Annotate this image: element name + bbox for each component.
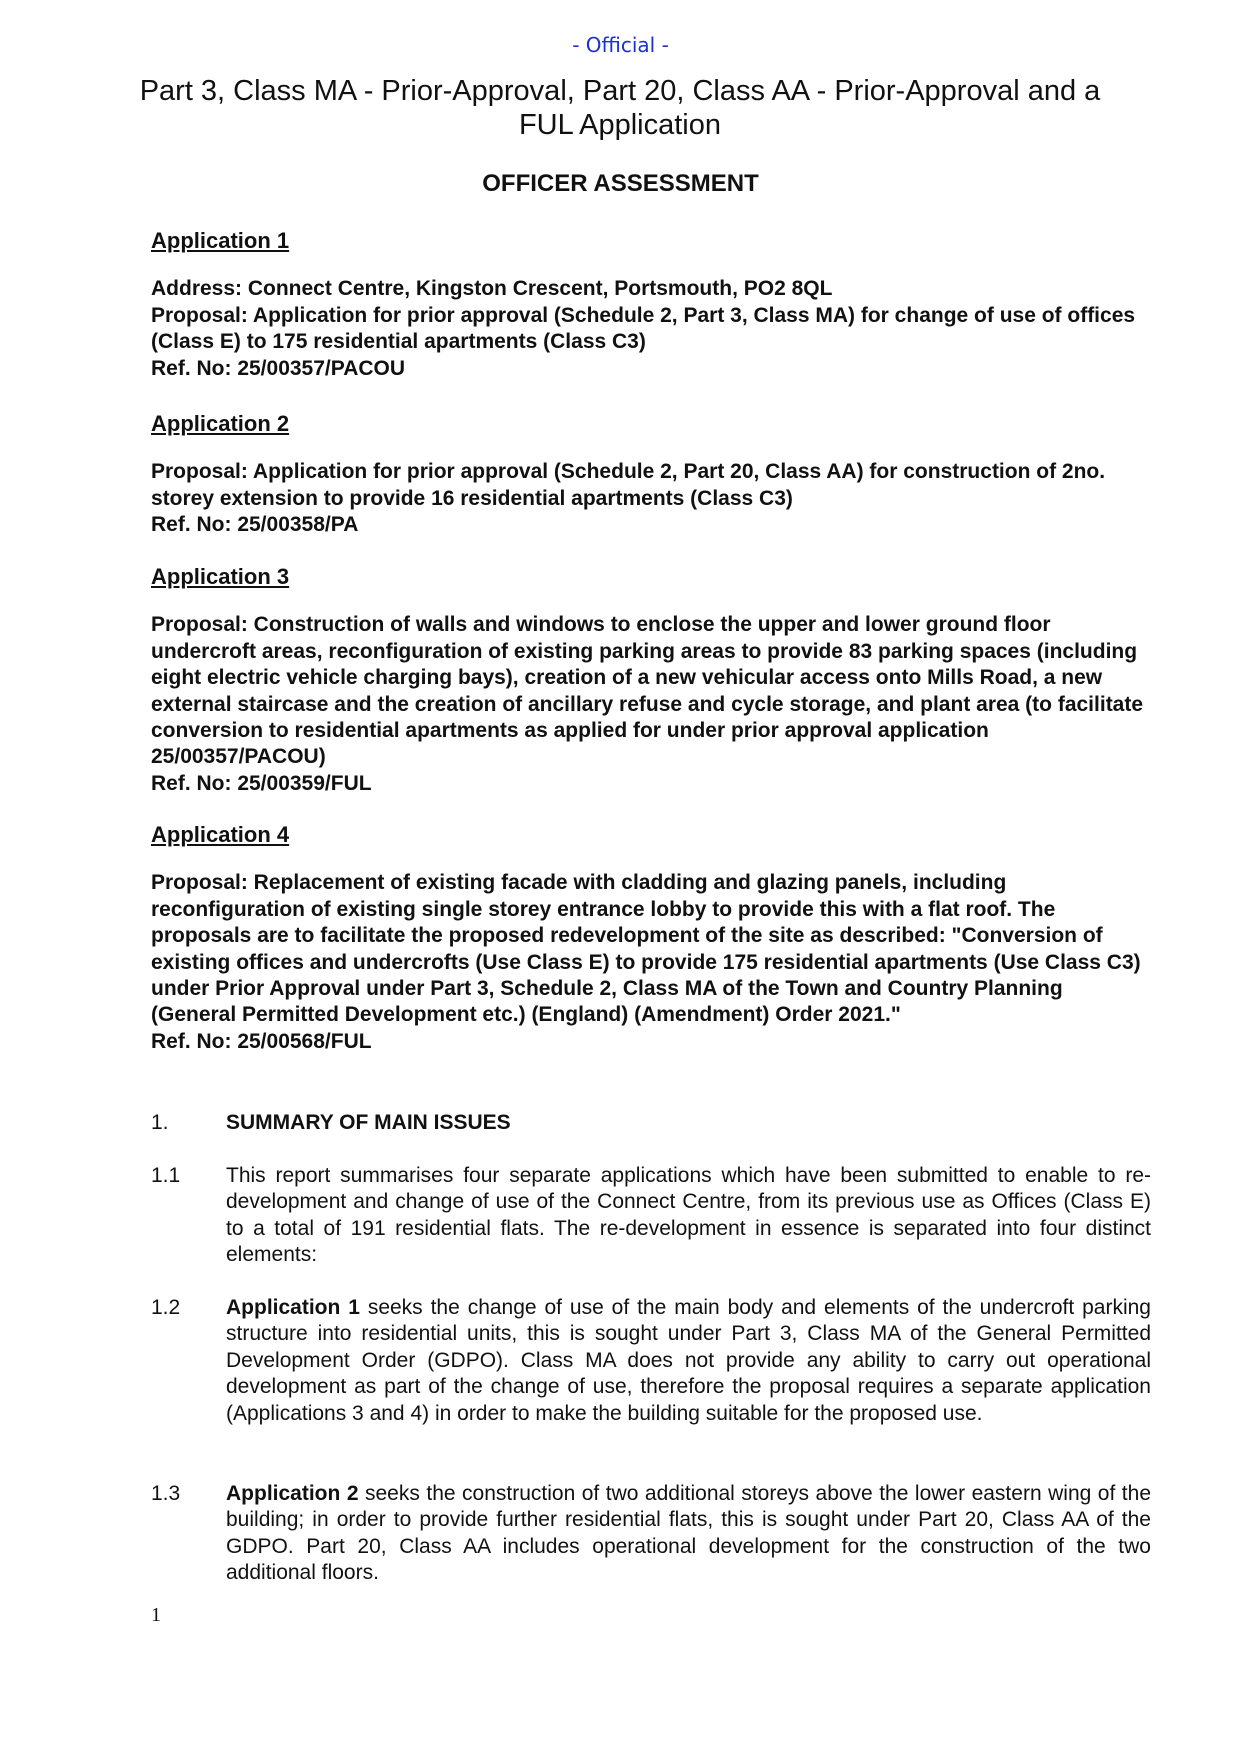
paragraph-number: 1.3 xyxy=(151,1482,181,1505)
assessment-heading: OFFICER ASSESSMENT xyxy=(482,170,759,197)
application-ref: Ref. No: 25/00359/FUL xyxy=(151,771,372,795)
paragraph-body xyxy=(226,1295,1151,1427)
application-ref: Ref. No: 25/00568/FUL xyxy=(151,1029,372,1053)
application-proposal: Proposal: Application for prior approval (Schedule 2, Part 20, Class AA) for construction of 2no. storey extension to provide 16 residential apartments (Class C3) xyxy=(151,460,1106,510)
paragraph-lead: Application 2 xyxy=(226,1482,359,1505)
application-3 xyxy=(151,564,1151,797)
application-proposal: Proposal: Application for prior approval (Schedule 2, Part 3, Class MA) for change of use of offices (Class E) to 175 residential apartments (Class C3) xyxy=(151,303,1136,354)
section-title: SUMMARY OF MAIN ISSUES xyxy=(226,1111,511,1134)
application-address: Address: Connect Centre, Kingston Crescent, Portsmouth, PO2 8QL xyxy=(151,277,833,301)
paragraph-1-1 xyxy=(151,1163,1151,1269)
classification-marking: - Official - xyxy=(572,33,669,57)
paragraph-number: 1.2 xyxy=(151,1296,181,1319)
application-heading: Application 2 xyxy=(151,411,290,436)
application-4 xyxy=(151,822,1151,1055)
application-heading: Application 4 xyxy=(151,822,290,847)
paragraph-lead: Application 1 xyxy=(226,1296,360,1319)
paragraph-number: 1.1 xyxy=(151,1164,181,1187)
application-2 xyxy=(151,411,1151,539)
application-1 xyxy=(151,228,1151,382)
section-number: 1. xyxy=(151,1111,169,1134)
paragraph-1-3 xyxy=(151,1481,1151,1587)
application-proposal: Proposal: Replacement of existing facade with cladding and glazing panels, including reconfiguration of existing single storey entrance lobby to provide this with a flat roof. The proposals are to facilitate the proposed redevelopment of the site as described: "Conversion of existing offices and undercrofts (Use Class E) to provide 175 residential apartments (Use Class C3) under Prior Approval under Part 3, Schedule 2, Class MA of the Town and Country Planning (General Permitted Development etc.) (England) (Amendment) Order 2021." xyxy=(151,871,1141,1027)
application-ref: Ref. No: 25/00357/PACOU xyxy=(151,356,406,380)
application-heading: Application 1 xyxy=(151,228,290,253)
application-proposal: Proposal: Construction of walls and windows to enclose the upper and lower ground floor undercroft areas, reconfiguration of existing parking areas to provide 83 parking spaces (including eight electric vehicle charging bays), creation of a new vehicular access onto Mills Road, a new external staircase and the creation of ancillary refuse and cycle storage, and plant area (to facilitate conversion to residential apartments as applied for under prior approval application 25/00357/PACOU) xyxy=(151,613,1144,769)
paragraph-body xyxy=(226,1481,1151,1587)
application-ref: Ref. No: 25/00358/PA xyxy=(151,513,359,537)
paragraph-1-2 xyxy=(151,1295,1151,1427)
page-number: 1 xyxy=(151,1604,161,1626)
application-heading: Application 3 xyxy=(151,564,290,589)
paragraph-text: seeks the change of use of the main body and elements of the undercroft parking structure into residential units, this is sought under Part 3, Class MA of the General Permitted Development Order (GDPO). Class MA does not provide any ability to carry out operational development as part of the change of use, therefore the proposal requires a separate application (Applications 3 and 4) in order to make the building suitable for the proposed use. xyxy=(226,1296,1151,1425)
paragraph-text: This report summarises four separate applications which have been submitted to enable to re-development and change of use of the Connect Centre, from its previous use as Offices (Class E) to a total of 191 residential flats. The re-development in essence is separated into four distinct elements: xyxy=(226,1164,1151,1267)
page-title: Part 3, Class MA - Prior-Approval, Part 20, Class AA - Prior-Approval and a FUL Application xyxy=(139,75,1101,141)
paragraph-text: seeks the construction of two additional storeys above the lower eastern wing of the building; in order to provide further residential flats, this is sought under Part 20, Class AA of the GDPO. Part 20, Class AA includes operational development for the construction of the two additional floors. xyxy=(226,1482,1151,1585)
